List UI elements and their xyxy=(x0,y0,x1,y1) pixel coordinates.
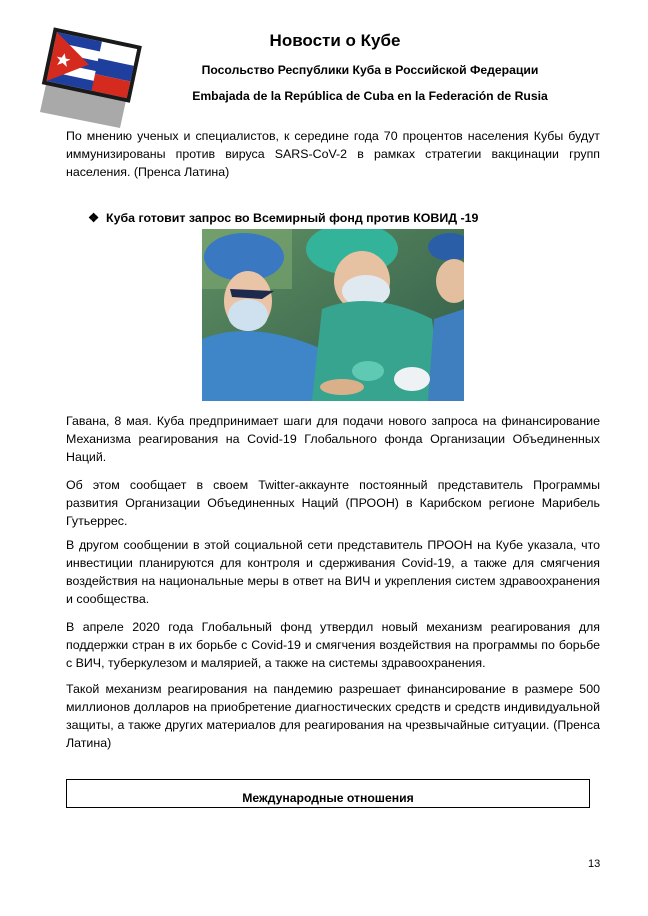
article-paragraph: Такой механизм реагирования на пандемию разрешает финансирование в размере 500 миллионов долларов на приобретение диагностических средств и средств индивидуальной защиты, а также других материалов для реагирования на чрезвычайные ситуации. (Пренса Латина) xyxy=(66,682,600,750)
article-photo xyxy=(202,229,464,401)
embassy-name-ru: Посольство Республики Куба в Российской Федерации xyxy=(201,63,539,77)
article-heading xyxy=(88,210,478,225)
article-paragraph: В апреле 2020 года Глобальный фонд утвердил новый механизм реагирования для поддержки стран в их борьбе с Covid-19 и смягчения воздействия на программы по борьбе с ВИЧ, туберкулезом и малярией, а также на системы здравоохранения. xyxy=(66,620,600,670)
diamond-bullet-icon: ❖ xyxy=(88,211,100,225)
cuba-russia-flags-icon xyxy=(36,24,146,134)
embassy-name-es: Embajada de la República de Cuba en la Federación de Rusia xyxy=(192,89,548,103)
article-paragraph: Об этом сообщает в своем Twitter-аккаунте постоянный представитель Программы развития Организации Объединенных Наций (ПРООН) в Карибском регионе Марибель Гутьеррес. xyxy=(66,478,600,528)
article-paragraph: В другом сообщении в этой социальной сети представитель ПРООН на Кубе указала, что инвестиции планируются для контроля и сдерживания Covid-19, а также для смягчения воздействия на национальные меры в ответ на ВИЧ и укрепления систем здравоохранения и сообщества. xyxy=(66,538,600,606)
article-paragraph: Гавана, 8 мая. Куба предпринимает шаги для подачи нового запроса на финансирование Механизма реагирования на Covid-19 Глобального фонда Организации Объединенных Наций. xyxy=(66,414,600,464)
logo xyxy=(36,24,146,134)
intro-paragraph: По мнению ученых и специалистов, к середине года 70 процентов населения Кубы будут иммунизированы против вируса SARS-CoV-2 в рамках стратегии вакцинации групп населения. (Пренса Латина) xyxy=(66,129,600,179)
article-heading-text: Куба готовит запрос во Всемирный фонд против КОВИД -19 xyxy=(106,211,479,225)
page-number: 13 xyxy=(588,858,601,870)
section-footer-box xyxy=(66,779,590,808)
section-label: Международные отношения xyxy=(242,791,414,805)
page-title: Новости о Кубе xyxy=(269,31,401,50)
